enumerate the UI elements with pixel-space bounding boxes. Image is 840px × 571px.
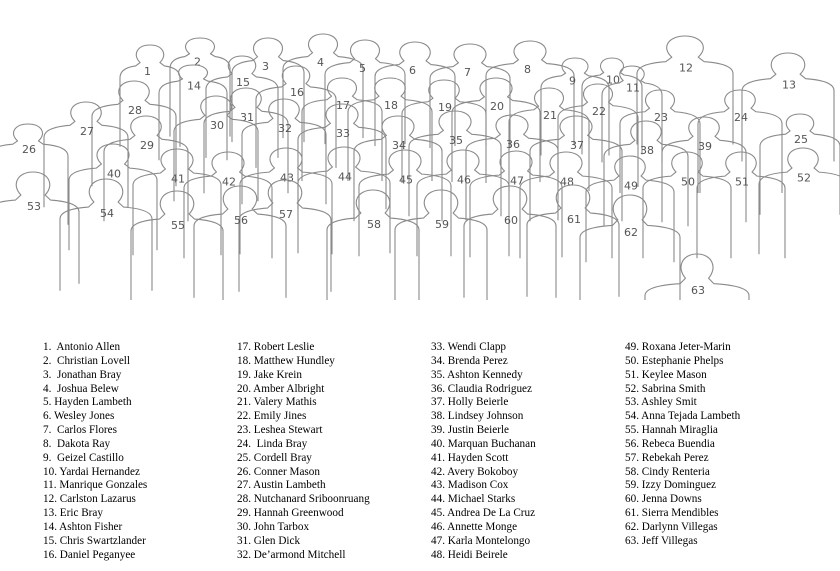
figure-number-label: 50: [681, 175, 695, 189]
figure-outline: [760, 114, 840, 215]
roster-entry: 25. Cordell Bray: [237, 451, 312, 464]
figure-outline: [586, 156, 674, 262]
figure-outline: [643, 152, 731, 258]
roster-entry: 47. Karla Montelongo: [431, 534, 531, 547]
roster-entry: 34. Brenda Perez: [431, 354, 508, 367]
figure-33: [298, 104, 386, 209]
figure-number-label: 31: [240, 110, 254, 124]
figure-number-label: 43: [280, 171, 294, 185]
figure-number-label: 47: [510, 174, 524, 188]
figure-number-label: 41: [171, 172, 185, 186]
roster-entry: 51. Keylee Mason: [625, 368, 707, 381]
figure-outline: [417, 150, 509, 256]
figure-outline: [327, 190, 419, 300]
figure-55: [131, 191, 223, 300]
roster-entry: 40. Marquan Buchanan: [431, 437, 536, 450]
figure-number-label: 10: [606, 73, 620, 87]
roster-entry: 4. Joshua Belew: [43, 382, 119, 395]
figure-outline: [402, 80, 486, 183]
figure-number-label: 3: [262, 59, 269, 73]
figure-number-label: 2: [194, 55, 201, 69]
roster-entry: 56. Rebeca Buendia: [625, 437, 715, 450]
roster-entry: 18. Matthew Hundley: [237, 354, 335, 367]
figure-number-label: 63: [691, 284, 705, 297]
roster-entry: 38. Lindsey Johnson: [431, 410, 524, 423]
roster-entry: 2. Christian Lovell: [43, 354, 131, 367]
figure-number-label: 57: [279, 208, 293, 222]
roster-entry: 44. Michael Starks: [431, 493, 516, 506]
figure-number-label: 16: [290, 86, 304, 100]
figure-number-label: 60: [504, 214, 518, 228]
figure-number-label: 12: [679, 61, 693, 75]
figure-48: [520, 152, 612, 258]
figure-number-label: 36: [506, 137, 520, 151]
roster-entry: 31. Glen Dick: [237, 534, 301, 547]
figure-number-label: 6: [409, 63, 416, 77]
figure-number-label: 8: [524, 62, 531, 76]
roster-entry: 20. Amber Albright: [237, 382, 325, 395]
figure-12: [637, 36, 733, 145]
figure-number-label: 9: [569, 74, 576, 88]
roster-entry: 9. Geizel Castillo: [43, 451, 124, 464]
figure-58: [327, 190, 419, 300]
figure-number-label: 62: [624, 225, 638, 239]
figure-number-label: 35: [449, 133, 463, 147]
figure-number-label: 14: [187, 79, 201, 93]
figure-outline: [44, 102, 128, 207]
roster-entry: 42. Avery Bokoboy: [431, 465, 519, 478]
figure-number-label: 33: [336, 126, 350, 140]
roster-entry: 55. Hannah Miraglia: [625, 424, 718, 437]
roster-column-2: [237, 341, 370, 563]
figure-outline: [742, 53, 834, 162]
roster-entry: 26. Conner Mason: [237, 465, 320, 478]
figure-outline: [697, 152, 785, 258]
roster-entry: 28. Nutchanard Sriboonruang: [237, 493, 370, 506]
figure-number-label: 27: [80, 124, 94, 138]
roster-entry: 24. Linda Bray: [237, 437, 308, 450]
figure-number-label: 46: [457, 173, 471, 187]
figure-31: [204, 88, 288, 193]
roster-column-4: [625, 341, 740, 549]
figure-42: [184, 152, 272, 258]
figure-number-label: 5: [359, 61, 366, 75]
figure-outline: [133, 149, 221, 255]
figure-27: [44, 102, 128, 207]
figure-outline: [239, 180, 331, 292]
figure-outline: [359, 150, 451, 256]
figure-10: [582, 58, 642, 154]
roster-entry: 8. Dakota Ray: [43, 437, 111, 450]
figure-number-label: 26: [22, 143, 36, 157]
roster-entry: 59. Izzy Dominguez: [625, 479, 717, 492]
figure-41: [133, 149, 221, 255]
figure-number-label: 51: [735, 175, 749, 189]
figure-outline: [0, 172, 79, 284]
roster-entry: 54. Anna Tejada Lambeth: [625, 410, 741, 423]
roster-entry: 35. Ashton Kennedy: [431, 368, 523, 381]
roster-entry: 45. Andrea De La Cruz: [431, 507, 536, 520]
roster-entry: 63. Jeff Villegas: [625, 534, 698, 547]
figure-number-label: 39: [698, 139, 712, 153]
figure-number-label: 42: [222, 175, 236, 189]
figure-outline: [204, 88, 288, 193]
roster-entry: 41. Hayden Scott: [431, 451, 509, 464]
figure-number-label: 23: [654, 111, 668, 124]
figure-47: [470, 151, 562, 257]
figure-outline: [530, 116, 622, 221]
figure-outline: [60, 179, 152, 291]
roster-entry: 60. Jenna Downs: [625, 493, 702, 506]
roster-entry: 48. Heidi Beirele: [431, 548, 508, 561]
figure-outline: [759, 148, 840, 254]
figure-outline: [120, 45, 180, 147]
roster-entry: 14. Ashton Fisher: [43, 520, 123, 533]
figure-number-label: 11: [626, 81, 640, 95]
roster-entry: 6. Wesley Jones: [43, 410, 115, 423]
figure-61: [527, 185, 619, 297]
figure-number-label: 38: [640, 143, 654, 157]
figure-number-label: 1: [144, 65, 151, 79]
figure-outline: [520, 152, 612, 258]
figure-number-label: 40: [107, 167, 121, 181]
roster-entry: 61. Sierra Mendibles: [625, 507, 719, 520]
figure-outline: [558, 81, 640, 187]
figure-number-label: 55: [171, 219, 185, 233]
figure-outline: [298, 104, 386, 209]
figure-number-label: 44: [338, 170, 352, 184]
figure-54: [60, 179, 152, 291]
figure-number-label: 18: [384, 99, 398, 112]
figure-outline: [637, 36, 733, 145]
figure-outline: [354, 116, 442, 221]
figure-25: [760, 114, 840, 215]
roster-entry: 33. Wendi Clapp: [431, 341, 507, 353]
figure-number-label: 7: [464, 65, 471, 79]
figure-number-label: 54: [100, 207, 114, 221]
roster-entry: 50. Estephanie Phelps: [625, 354, 724, 367]
figure-number-label: 25: [794, 133, 808, 147]
figure-number-label: 32: [278, 121, 292, 135]
figure-45: [359, 150, 451, 256]
figure-number-label: 28: [128, 103, 142, 117]
figure-51: [697, 152, 785, 258]
roster-entry: 3. Jonathan Bray: [43, 368, 122, 381]
figure-13: [742, 53, 834, 162]
roster-entry: 11. Manrique Gonzales: [43, 479, 148, 492]
figure-number-label: 29: [140, 138, 154, 152]
roster-entry: 10. Yardai Hernandez: [43, 465, 140, 478]
figure-40: [69, 144, 157, 250]
roster-entry: 36. Claudia Rodriguez: [431, 382, 532, 395]
figure-number-label: 45: [399, 173, 413, 187]
figure-number-label: 4: [317, 55, 324, 69]
figure-outline: [580, 195, 680, 300]
figure-number-label: 20: [490, 99, 504, 113]
roster-entry: 27. Austin Lambeth: [237, 479, 326, 492]
roster-entry: 53. Ashley Smit: [625, 396, 697, 409]
figure-number-label: 48: [560, 175, 574, 189]
roster-entry: 1. Antonio Allen: [43, 341, 121, 353]
figure-number-label: 59: [435, 218, 449, 232]
figure-outline: [298, 147, 390, 253]
figure-number-label: 24: [734, 111, 748, 124]
roster-entry: 32. De’armond Mitchell: [237, 548, 346, 561]
figure-number-label: 19: [438, 101, 452, 114]
roster-entry: 7. Carlos Flores: [43, 424, 117, 437]
roster-entry: 30. John Tarbox: [237, 520, 310, 533]
figure-57: [239, 180, 331, 292]
roster-entry: 49. Roxana Jeter-Marin: [625, 341, 731, 353]
roster-entry: 19. Jake Krein: [237, 368, 302, 381]
roster-entry: 23. Leshea Stewart: [237, 424, 323, 437]
roster-entry: 62. Darlynn Villegas: [625, 520, 718, 533]
figure-37: [530, 116, 622, 221]
roster-entry: 29. Hannah Greenwood: [237, 507, 344, 520]
figure-number-label: 34: [392, 138, 406, 152]
figure-52: [759, 148, 840, 254]
roster-entry: 21. Valery Mathis: [237, 396, 317, 409]
figure-outline: [242, 99, 326, 204]
roster-entry: 57. Rebekah Perez: [625, 451, 709, 464]
figure-number-label: 37: [570, 138, 584, 152]
figure-36: [466, 115, 558, 220]
figure-number-label: 49: [624, 179, 638, 193]
roster-entry: 43. Madison Cox: [431, 479, 509, 492]
roster-entry: 22. Emily Jines: [237, 410, 307, 423]
figure-34: [354, 116, 442, 221]
roster-entry: 37. Holly Beierle: [431, 396, 509, 409]
figure-number-label: 61: [567, 213, 581, 227]
roster-entry: 12. Carlston Lazarus: [43, 493, 136, 506]
figure-outline: [69, 144, 157, 250]
figure-outline: [466, 115, 558, 220]
figure-number-label: 13: [782, 78, 796, 92]
figure-outline: [582, 58, 642, 154]
roster-entry: 5. Hayden Lambeth: [43, 396, 132, 409]
figure-22: [558, 81, 640, 187]
roster-column-1: [43, 341, 147, 563]
roster-column-3: [431, 341, 536, 563]
roster-entry: 39. Justin Beierle: [431, 424, 509, 437]
roster-entry: 52. Sabrina Smith: [625, 382, 706, 395]
roster-entry: 58. Cindy Renteria: [625, 465, 710, 478]
figure-number-label: 15: [236, 76, 250, 90]
figure-19: [402, 80, 486, 183]
figure-53: [0, 172, 79, 284]
figure-number-label: 56: [234, 214, 248, 228]
figure-number-label: 22: [592, 105, 606, 118]
figure-60: [464, 186, 556, 298]
figure-44: [298, 147, 390, 253]
figure-50: [643, 152, 731, 258]
figure-number-label: 53: [27, 200, 41, 214]
roster-entry: 17. Robert Leslie: [237, 341, 315, 353]
figure-number-label: 52: [797, 171, 811, 185]
figure-49: [586, 156, 674, 262]
roster-entry: 46. Annette Monge: [431, 520, 518, 533]
figure-outline: [464, 186, 556, 298]
figure-outline: [131, 191, 223, 300]
figure-outline: [527, 185, 619, 297]
figure-46: [417, 150, 509, 256]
figure-32: [242, 99, 326, 204]
figure-number-label: 17: [336, 99, 350, 112]
name-roster: [0, 341, 840, 566]
figure-number-label: 58: [367, 218, 381, 232]
roster-entry: 15. Chris Swartzlander: [43, 534, 146, 547]
figure-number-label: 21: [543, 109, 557, 122]
figure-outline: [184, 152, 272, 258]
figure-63: [645, 254, 749, 300]
roster-entry: 16. Daniel Peganyee: [43, 548, 136, 561]
figure-1: [120, 45, 180, 147]
figure-number-label: 30: [210, 118, 224, 132]
figure-outline: [470, 151, 562, 257]
figure-62: [580, 195, 680, 300]
roster-entry: 13. Eric Bray: [43, 507, 103, 520]
